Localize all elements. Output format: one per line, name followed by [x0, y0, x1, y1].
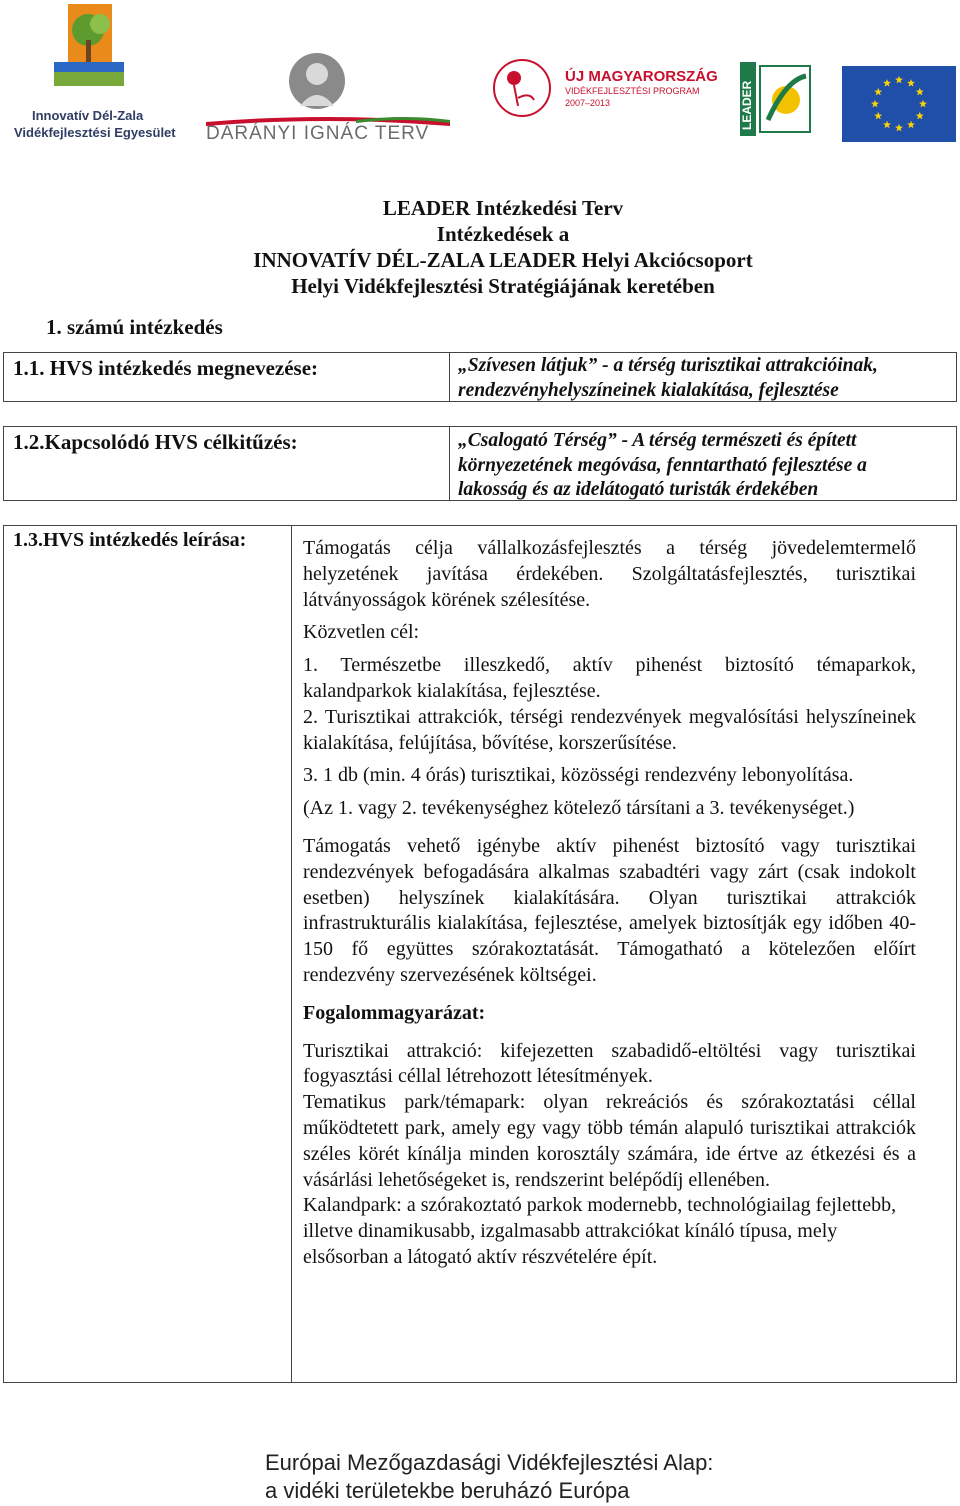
- section-1-1-value: [458, 354, 953, 403]
- title-line-2: Intézkedések a: [436, 222, 570, 246]
- title-line-1: LEADER Intézkedési Terv: [382, 196, 624, 220]
- uj-magyarorszag-line1: ÚJ MAGYARORSZÁG: [565, 68, 718, 85]
- uj-magyarorszag-logo: [492, 58, 718, 122]
- goal-item-2: 2. Turisztikai attrakciók, térségi rendezvények megvalósítási helyszíneinek kialakítása, felújítása, bővítése, korszerűsítése.: [303, 705, 916, 754]
- section-1-3-divider: [291, 525, 292, 1383]
- portrait-icon: [288, 48, 346, 114]
- goal-item-1: 1. Természetbe illeszkedő, aktív pihenést biztosító témaparkok, kalandparkok kialakítása, fejlesztése.: [303, 654, 916, 702]
- section-1-2-label: 1.2.Kapcsolódó HVS célkitűzés:: [13, 430, 298, 454]
- title-line-4: Helyi Vidékfejlesztési Stratégiájának keretében: [291, 274, 715, 298]
- section-1-1-value-line1: „Szívesen látjuk” - a térség turisztikai attrakcióinak,: [458, 355, 878, 376]
- leader-logo: [740, 62, 814, 136]
- footer-line-1: Európai Mezőgazdasági Vidékfejlesztési Alap:: [265, 1450, 714, 1475]
- section-1-1-value-line2: rendezvényhelyszíneinek kialakítása, fejlesztése: [458, 379, 839, 401]
- description-paragraph-1: Támogatás célja vállalkozásfejlesztés a térség jövedelemtermelő helyzetének javítása érdekében. Szolgáltatásfejlesztés, turisztikai látványosságok körének szélesítése.: [303, 537, 916, 611]
- tree-landscape-icon: [54, 4, 124, 86]
- eu-flag-icon: [842, 66, 956, 142]
- goal-item-3: 3. 1 db (min. 4 órás) turisztikai, közösségi rendezvény lebonyolítása.: [303, 764, 854, 787]
- flower-icon: [492, 58, 552, 118]
- innovativ-logo-line1: Innovatív Dél-Zala: [32, 108, 144, 123]
- section-1-1-label: 1.1. HVS intézkedés megnevezése:: [13, 356, 319, 380]
- glossary-item-2: Tematikus park/témapark: olyan rekreációs és szórakoztatási céllal működtetett park, amely egy vagy több témán alapuló turisztikai attrakciók széles körét kínálja minden korosztály számára, ide értve az étkezési és a vásárlási lehetőségeket is, rendszerint belépődíj ellenében.: [303, 1091, 916, 1191]
- section-1-3-description: [303, 536, 916, 1271]
- daranyi-ignac-terv-logo: [206, 44, 450, 144]
- daranyi-logo-text: DARÁNYI IGNÁC TERV: [206, 123, 430, 144]
- section-1-2-divider: [449, 426, 450, 501]
- direct-goal-heading: Közvetlen cél:: [303, 621, 420, 644]
- section-1-2-value-line2: környezetének megóvása, fenntartható fejlesztése a: [458, 454, 867, 476]
- glossary-item-1: Turisztikai attrakció: kifejezetten szabadidő-eltöltési vagy turisztikai fogyasztási céllal létrehozott létesítmények.: [303, 1039, 916, 1088]
- leader-logo-text: LEADER: [740, 80, 754, 130]
- title-line-3: INNOVATÍV DÉL-ZALA LEADER Helyi Akciócsoport: [253, 248, 753, 272]
- glossary-item-3: Kalandpark: a szórakoztató parkok modernebb, technológiailag fejlettebb, illetve dinamikusabb, izgalmasabb attrakciókat kínáló típusa, mely elsősorban a látogató aktív részvételére épít.: [303, 1194, 897, 1268]
- section-1-2-value: [458, 429, 953, 503]
- section-1-2-value-line3: lakosság és az idelátogató turisták érdekében: [458, 479, 819, 500]
- footer-line-2: a vidéki területekbe beruházó Európa: [265, 1478, 630, 1503]
- section-1-1-divider: [449, 352, 450, 402]
- innovativ-del-zala-logo: [14, 4, 176, 144]
- uj-magyarorszag-line2: VIDÉKFEJLESZTÉSI PROGRAM: [565, 86, 700, 96]
- glossary-title: Fogalommagyarázat:: [303, 1001, 486, 1024]
- activity-note: (Az 1. vagy 2. tevékenységhez kötelező társítani a 3. tevékenységet.): [303, 797, 855, 820]
- innovativ-logo-line2: Vidékfejlesztési Egyesület: [14, 125, 176, 140]
- uj-magyarorszag-line3: 2007–2013: [565, 98, 611, 108]
- description-paragraph-2: Támogatás vehető igénybe aktív pihenést biztosító vagy turisztikai rendezvények befogadására alkalmas szabadtéri vagy zárt (csak indokolt esetben) helyszínek kialakítására. Olyan turisztikai attrakciók infrastrukturális kialakítása, fejlesztése, amelyek biztosítják egy időben 40-150 fő együttes szórakoztatását. Támogatható a kötelezően előírt rendezvény szervezésének költségei.: [303, 834, 916, 986]
- measure-number: 1. számú intézkedés: [46, 315, 223, 339]
- section-1-2-value-line1: „Csalogató Térség” - A térség természeti és épített: [458, 430, 857, 451]
- section-1-3-label: 1.3.HVS intézkedés leírása:: [13, 529, 247, 551]
